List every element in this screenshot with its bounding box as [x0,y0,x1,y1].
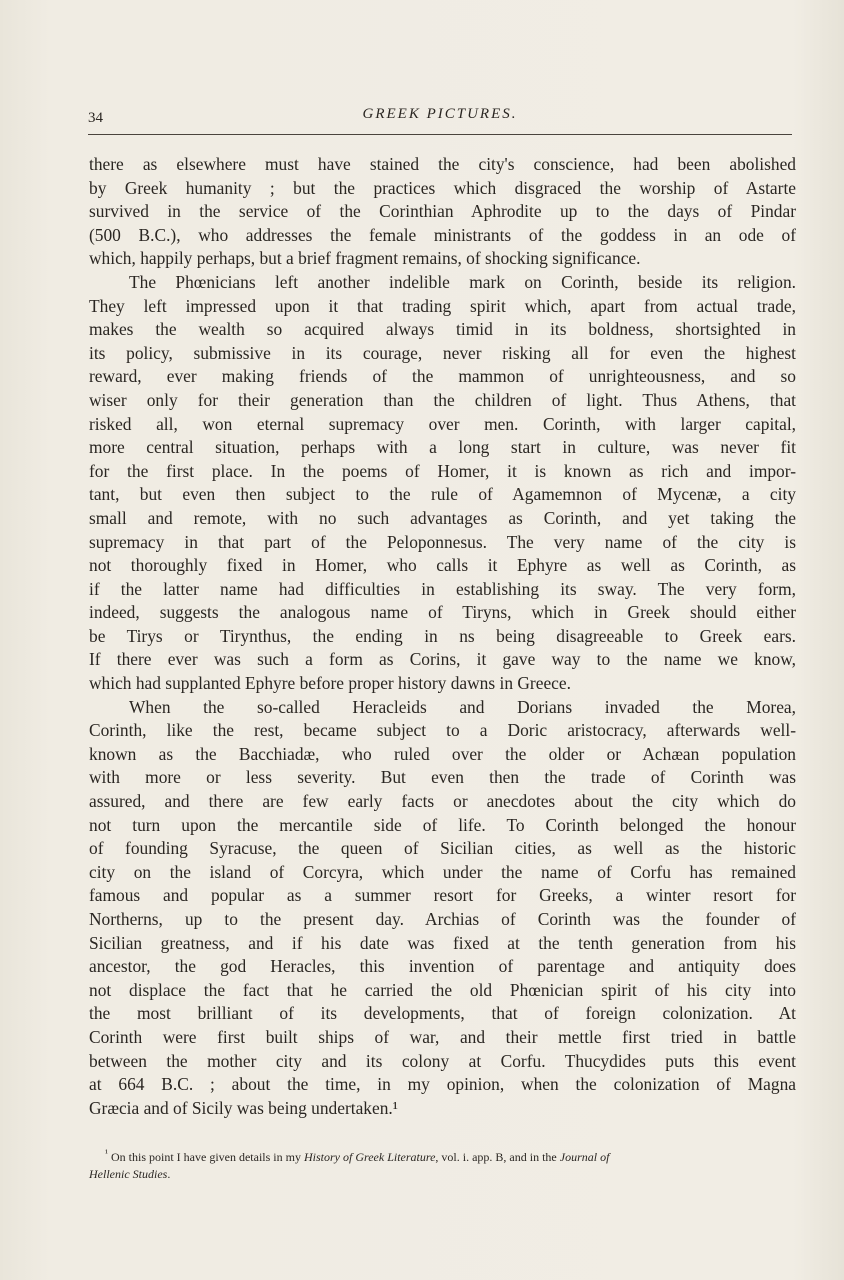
text-line: city on the island of Corcyra, which under the name of Corfu has remained [89,861,796,882]
text-line: Corinth were first built ships of war, and their mettle first tried in battle [89,1026,796,1047]
text-line: assured, and there are few early facts or anecdotes about the city which do [89,791,796,812]
header-rule [88,134,792,135]
text-line: famous and popular as a summer resort for Greeks, a winter resort for [89,885,796,906]
text-line: if the latter name had difficulties in establishing its sway. The very form, [89,578,796,599]
text-line: When the so-called Heracleids and Dorians invaded the Morea, [129,696,796,717]
footnote-line-1 [89,1143,796,1164]
text-line: the most brilliant of its developments, that of foreign colonization. At [89,1003,796,1024]
text-line: its policy, submissive in its courage, never risking all for even the highest [89,342,796,363]
text-line: ancestor, the god Heracles, this invention of parentage and antiquity does [89,956,796,977]
footnote [89,1143,796,1185]
text-line: makes the wealth so acquired always timid in its boldness, shortsighted in [89,319,796,340]
text-line: supremacy in that part of the Peloponnesus. The very name of the city is [89,531,796,552]
text-line: Sicilian greatness, and if his date was fixed at the tenth generation from his [89,932,796,953]
text-line: Northerns, up to the present day. Archias of Corinth was the founder of [89,909,796,929]
text-line: with more or less severity. But even then the trade of Corinth was [89,767,796,788]
text-line: be Tirys or Tirynthus, the ending in ns being disagreeable to Greek ears. [89,625,796,646]
text-line: The Phœnicians left another indelible mark on Corinth, beside its religion. [129,271,796,292]
footnote-marker: ¹ [105,1148,108,1159]
text-line: there as elsewhere must have stained the city's conscience, had been abolished [89,154,796,174]
footnote-text: . [167,1167,171,1181]
text-line: between the mother city and its colony at Corfu. Thucydides puts this event [89,1050,796,1071]
text-line: small and remote, with no such advantages as Corinth, and yet taking the [89,507,796,528]
text-line: which, happily perhaps, but a brief fragment remains, of shocking significance. [89,248,641,269]
text-line: known as the Bacchiadæ, who ruled over the older or Achæan population [89,743,796,764]
text-line: for the first place. In the poems of Homer, it is known as rich and impor- [89,460,796,481]
body-text [89,153,796,1120]
text-line: Græcia and of Sicily was being undertaken.¹ [89,1097,398,1118]
text-line: not thoroughly fixed in Homer, who calls it Ephyre as well as Corinth, as [89,555,796,576]
text-line: tant, but even then subject to the rule of Agamemnon of Mycenæ, a city [89,484,796,505]
text-line: not turn upon the mercantile side of life. To Corinth belonged the honour [89,814,796,835]
text-line: which had supplanted Ephyre before proper history dawns in Greece. [89,673,571,694]
footnote-journal-title: Journal of [559,1150,610,1164]
footnote-text: , vol. i. app. B, and in the [435,1150,560,1164]
footnote-line-2 [89,1164,796,1185]
footnote-text: On this point I have given details in my [108,1150,304,1164]
footnote-journal-title: Hellenic Studies [89,1167,168,1181]
text-line: by Greek humanity ; but the practices which disgraced the worship of Astarte [89,177,796,198]
text-line: at 664 B.C. ; about the time, in my opinion, when the colonization of Magna [89,1074,796,1095]
text-line: of founding Syracuse, the queen of Sicilian cities, as well as the historic [89,838,796,859]
text-line: not displace the fact that he carried the old Phœnician spirit of his city into [89,979,796,1000]
running-title: GREEK PICTURES. [362,106,518,122]
text-line: risked all, won eternal supremacy over men. Corinth, with larger capital, [89,413,796,434]
text-line: survived in the service of the Corinthian Aphrodite up to the days of Pindar [89,201,796,222]
footnote-work-title: History of Greek Literature [303,1150,436,1164]
text-line: (500 B.C.), who addresses the female ministrants of the goddess in an ode of [89,224,796,245]
page-header [88,106,792,130]
text-line: Corinth, like the rest, became subject to a Doric aristocracy, afterwards well- [89,720,796,741]
text-line: more central situation, perhaps with a long start in culture, was never fit [89,437,796,458]
text-line: reward, ever making friends of the mammon of unrighteousness, and so [89,366,796,387]
text-line: wiser only for their generation than the children of light. Thus Athens, that [89,389,796,410]
text-line: indeed, suggests the analogous name of Tiryns, which in Greek should either [89,602,796,623]
text-line: They left impressed upon it that trading spirit which, apart from actual trade, [89,295,796,316]
page-number: 34 [88,110,103,126]
text-line: If there ever was such a form as Corins, it gave way to the name we know, [89,649,796,670]
